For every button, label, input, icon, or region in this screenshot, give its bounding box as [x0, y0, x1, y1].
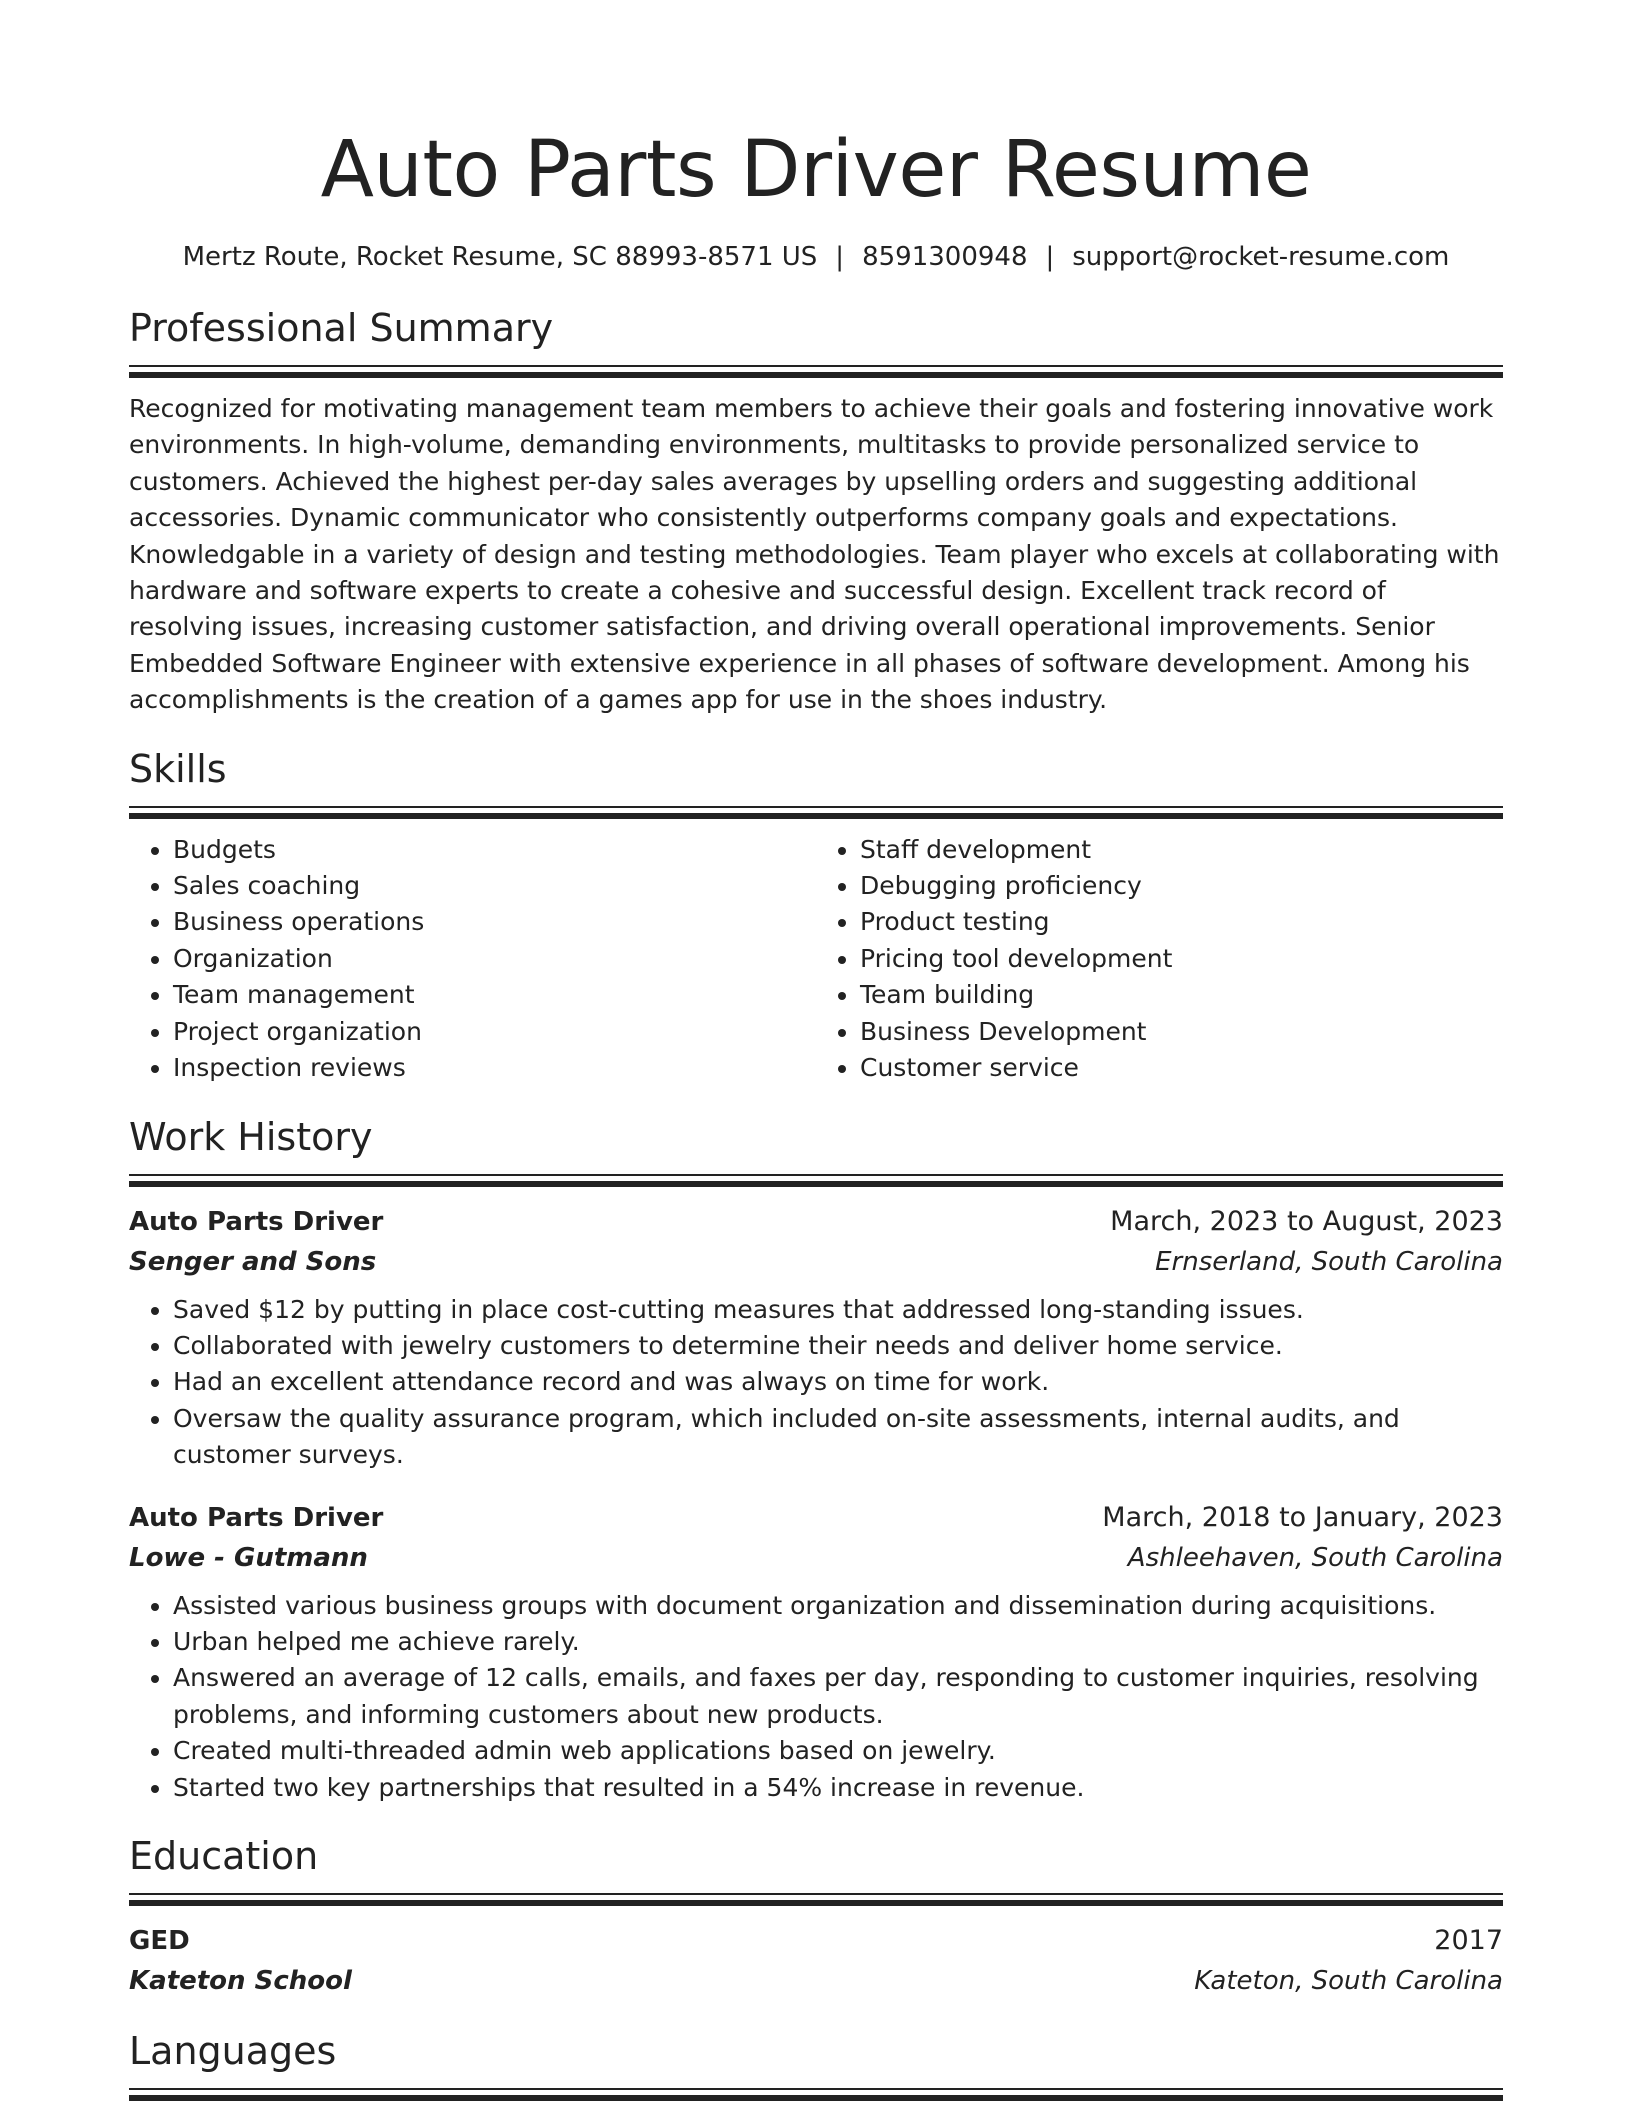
skill-item: • Team management	[173, 977, 816, 1013]
section-heading-skills: Skills	[129, 746, 227, 791]
contact-line	[129, 240, 1503, 274]
section-heading-education: Education	[129, 1833, 319, 1878]
education-location: Kateton, South Carolina	[1194, 1965, 1503, 1996]
skill-item: • Staff development	[860, 832, 1503, 868]
job-location: Ashleehaven, South Carolina	[1127, 1542, 1503, 1573]
work-history-section	[129, 1113, 1503, 1806]
contact-phone: 8591300948	[862, 242, 1028, 272]
summary-text: Recognized for motivating management team members to achieve their goals and fostering innovative work environments. In high-volume, demanding environments, multitasks to provide personalized service to customers. Achieved the highest per-day sales averages by upselling orders and suggesting additional accessories. Dynamic communicator who consistently outperforms company goals and expectations. Knowledgable in a variety of design and testing methodologies. Team player who excels at collaborating with hardware and software experts to create a cohesive and successful design. Excellent track record of resolving issues, increasing customer satisfaction, and driving overall operational improvements. Senior Embedded Software Engineer with extensive experience in all phases of software development. Among his accomplishments is the creation of a games app for use in the shoes industry.	[129, 394, 1500, 715]
skills-columns	[129, 832, 1503, 1087]
contact-address: Mertz Route, Rocket Resume, SC 88993-8571 US	[182, 242, 818, 272]
skill-item: • Business operations	[173, 904, 816, 940]
section-divider	[129, 1893, 1503, 1905]
section-divider	[129, 365, 1503, 377]
skill-item: • Budgets	[173, 832, 816, 868]
contact-email: support@rocket-resume.com	[1072, 242, 1450, 272]
section-heading-languages: Languages	[129, 2028, 337, 2073]
contact-separator: |	[1045, 242, 1055, 272]
section-divider	[129, 806, 1503, 818]
skill-item: • Pricing tool development	[860, 941, 1503, 977]
job-bullet: • Created multi-threaded admin web applications based on jewelry.	[173, 1733, 1503, 1769]
job-bullets	[129, 1588, 1503, 1806]
job-title: Auto Parts Driver	[129, 1502, 384, 1533]
job-company: Lowe - Gutmann	[129, 1542, 368, 1573]
job-header-row	[129, 1202, 1503, 1242]
education-school: Kateton School	[129, 1965, 352, 1996]
skill-item: • Team building	[860, 977, 1503, 1013]
job-title: Auto Parts Driver	[129, 1206, 384, 1237]
section-heading-work-history: Work History	[129, 1114, 373, 1159]
summary-section	[129, 304, 1503, 719]
skill-item: • Business Development	[860, 1014, 1503, 1050]
skill-item: • Product testing	[860, 904, 1503, 940]
resume-title: Auto Parts Driver Resume	[320, 125, 1312, 215]
job-location: Ernserland, South Carolina	[1155, 1246, 1503, 1277]
job-bullet: • Assisted various business groups with document organization and dissemination during acquisitions.	[173, 1588, 1503, 1624]
job-dates: March, 2018 to January, 2023	[1102, 1501, 1503, 1533]
education-header-row	[129, 1921, 1503, 1961]
education-entry	[129, 1921, 1503, 2001]
section-divider	[129, 1174, 1503, 1186]
skill-item: • Sales coaching	[173, 868, 816, 904]
skill-item: • Inspection reviews	[173, 1050, 816, 1086]
job-bullet: • Started two key partnerships that resulted in a 54% increase in revenue.	[173, 1770, 1503, 1806]
job-header-row	[129, 1498, 1503, 1538]
skills-list-left	[129, 832, 816, 1087]
contact-separator: |	[835, 242, 845, 272]
skills-section	[129, 745, 1503, 1087]
job-subheader-row	[129, 1242, 1503, 1282]
skill-item: • Customer service	[860, 1050, 1503, 1086]
job-bullet: • Urban helped me achieve rarely.	[173, 1624, 1503, 1660]
job-entry	[129, 1202, 1503, 1474]
job-bullet: • Answered an average of 12 calls, emails, and faxes per day, responding to customer inquiries, resolving problems, and informing customers about new products.	[173, 1660, 1503, 1733]
section-divider	[129, 2088, 1503, 2100]
job-entry	[129, 1498, 1503, 1806]
education-year: 2017	[1434, 1924, 1503, 1956]
skill-item: • Organization	[173, 941, 816, 977]
skills-list-right	[816, 832, 1503, 1087]
job-bullet: • Collaborated with jewelry customers to determine their needs and deliver home service.	[173, 1328, 1503, 1364]
job-bullet: • Saved $12 by putting in place cost-cutting measures that addressed long-standing issues.	[173, 1292, 1503, 1328]
job-bullet: • Oversaw the quality assurance program, which included on-site assessments, internal audits, and customer surveys.	[173, 1401, 1503, 1474]
education-degree: GED	[129, 1925, 190, 1956]
section-heading-summary: Professional Summary	[129, 306, 554, 350]
skill-item: • Debugging proficiency	[860, 868, 1503, 904]
job-dates: March, 2023 to August, 2023	[1110, 1205, 1503, 1237]
languages-section	[129, 2027, 1503, 2100]
education-section	[129, 1832, 1503, 2001]
job-bullet: • Had an excellent attendance record and was always on time for work.	[173, 1364, 1503, 1400]
job-company: Senger and Sons	[129, 1246, 377, 1277]
job-bullets	[129, 1292, 1503, 1474]
education-subheader-row	[129, 1961, 1503, 2001]
skill-item: • Project organization	[173, 1014, 816, 1050]
job-subheader-row	[129, 1538, 1503, 1578]
